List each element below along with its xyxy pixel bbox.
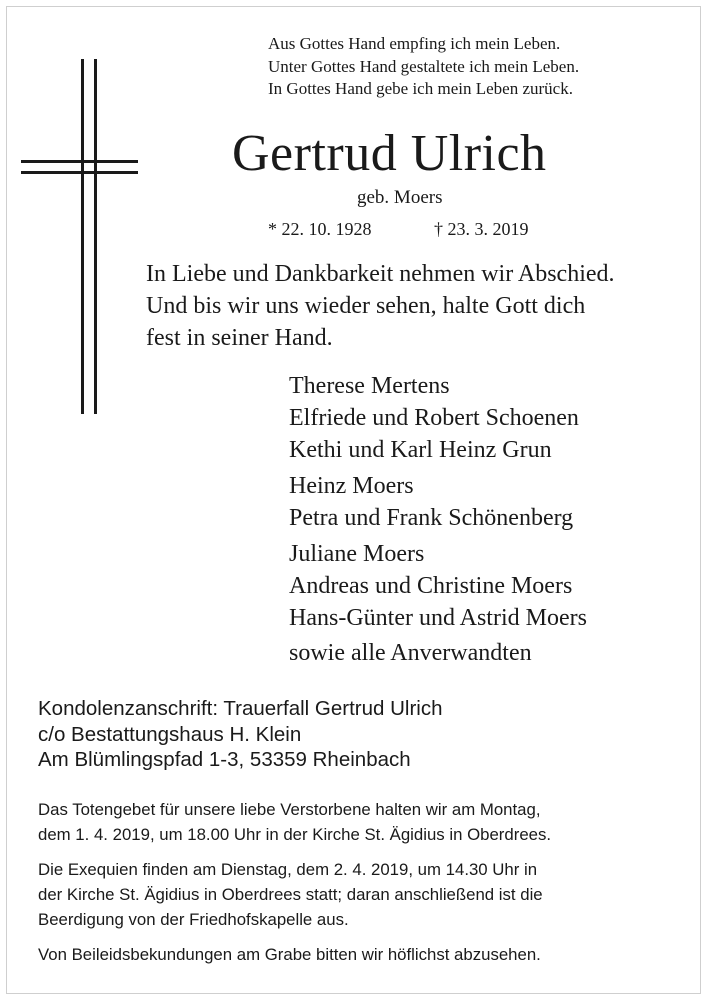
funeral-notice	[38, 857, 543, 932]
farewell-text	[146, 258, 615, 354]
birth-date: * 22. 10. 1928	[268, 219, 372, 239]
farewell-line: fest in seiner Hand.	[146, 325, 333, 351]
mourners-closing: sowie alle Anverwandten	[289, 640, 532, 666]
deceased-name: Gertrud Ulrich	[232, 125, 547, 182]
mourners-group-2	[289, 470, 573, 534]
notice-line: Das Totengebet für unsere liebe Verstorbene halten wir am Montag,	[38, 800, 541, 819]
motto-line: Aus Gottes Hand empfing ich mein Leben.	[268, 34, 561, 53]
mourner-name: Kethi und Karl Heinz Grun	[289, 437, 552, 463]
mourner-name: Juliane Moers	[289, 541, 425, 567]
cross-vertical-bar-right	[94, 59, 97, 414]
address-line: Am Blümlingspfad 1-3, 53359 Rheinbach	[38, 748, 411, 771]
mourner-name: Petra und Frank Schönenberg	[289, 505, 574, 531]
notice-line: Beerdigung von der Friedhofskapelle aus.	[38, 910, 349, 929]
motto-line: Unter Gottes Hand gestaltete ich mein Leben.	[268, 56, 580, 76]
motto-line: In Gottes Hand gebe ich mein Leben zurück.	[268, 79, 573, 98]
mourners-group-1	[289, 370, 579, 466]
motto	[268, 33, 579, 101]
notice-line: dem 1. 4. 2019, um 18.00 Uhr in der Kirche St. Ägidius in Oberdrees.	[38, 825, 552, 844]
farewell-line: Und bis wir uns wieder sehen, halte Gott dich	[146, 293, 586, 319]
address-line: c/o Bestattungshaus H. Klein	[38, 722, 302, 746]
cross-vertical-bar-left	[81, 59, 84, 414]
prayer-notice	[38, 797, 551, 847]
farewell-line: In Liebe und Dankbarkeit nehmen wir Abschied.	[146, 261, 615, 287]
mourner-name: Therese Mertens	[289, 373, 450, 399]
cross-horizontal-bar-bottom	[21, 171, 138, 174]
condolence-request: Von Beileidsbekundungen am Grabe bitten wir höflichst abzusehen.	[38, 945, 541, 964]
death-date: † 23. 3. 2019	[434, 219, 529, 239]
mourner-name: Hans-Günter und Astrid Moers	[289, 605, 587, 631]
cross-horizontal-bar-top	[21, 160, 138, 163]
notice-line: der Kirche St. Ägidius in Oberdrees statt; daran anschließend ist die	[38, 885, 543, 904]
birth-name: geb. Moers	[357, 187, 443, 208]
mourner-name: Andreas und Christine Moers	[289, 573, 573, 599]
mourner-name: Elfriede und Robert Schoenen	[289, 405, 579, 431]
address-line: Kondolenzanschrift: Trauerfall Gertrud Ulrich	[38, 697, 443, 720]
condolence-address	[38, 696, 443, 773]
mourner-name: Heinz Moers	[289, 473, 414, 499]
notice-line: Die Exequien finden am Dienstag, dem 2. 4. 2019, um 14.30 Uhr in	[38, 860, 538, 879]
mourners-group-3	[289, 538, 587, 634]
